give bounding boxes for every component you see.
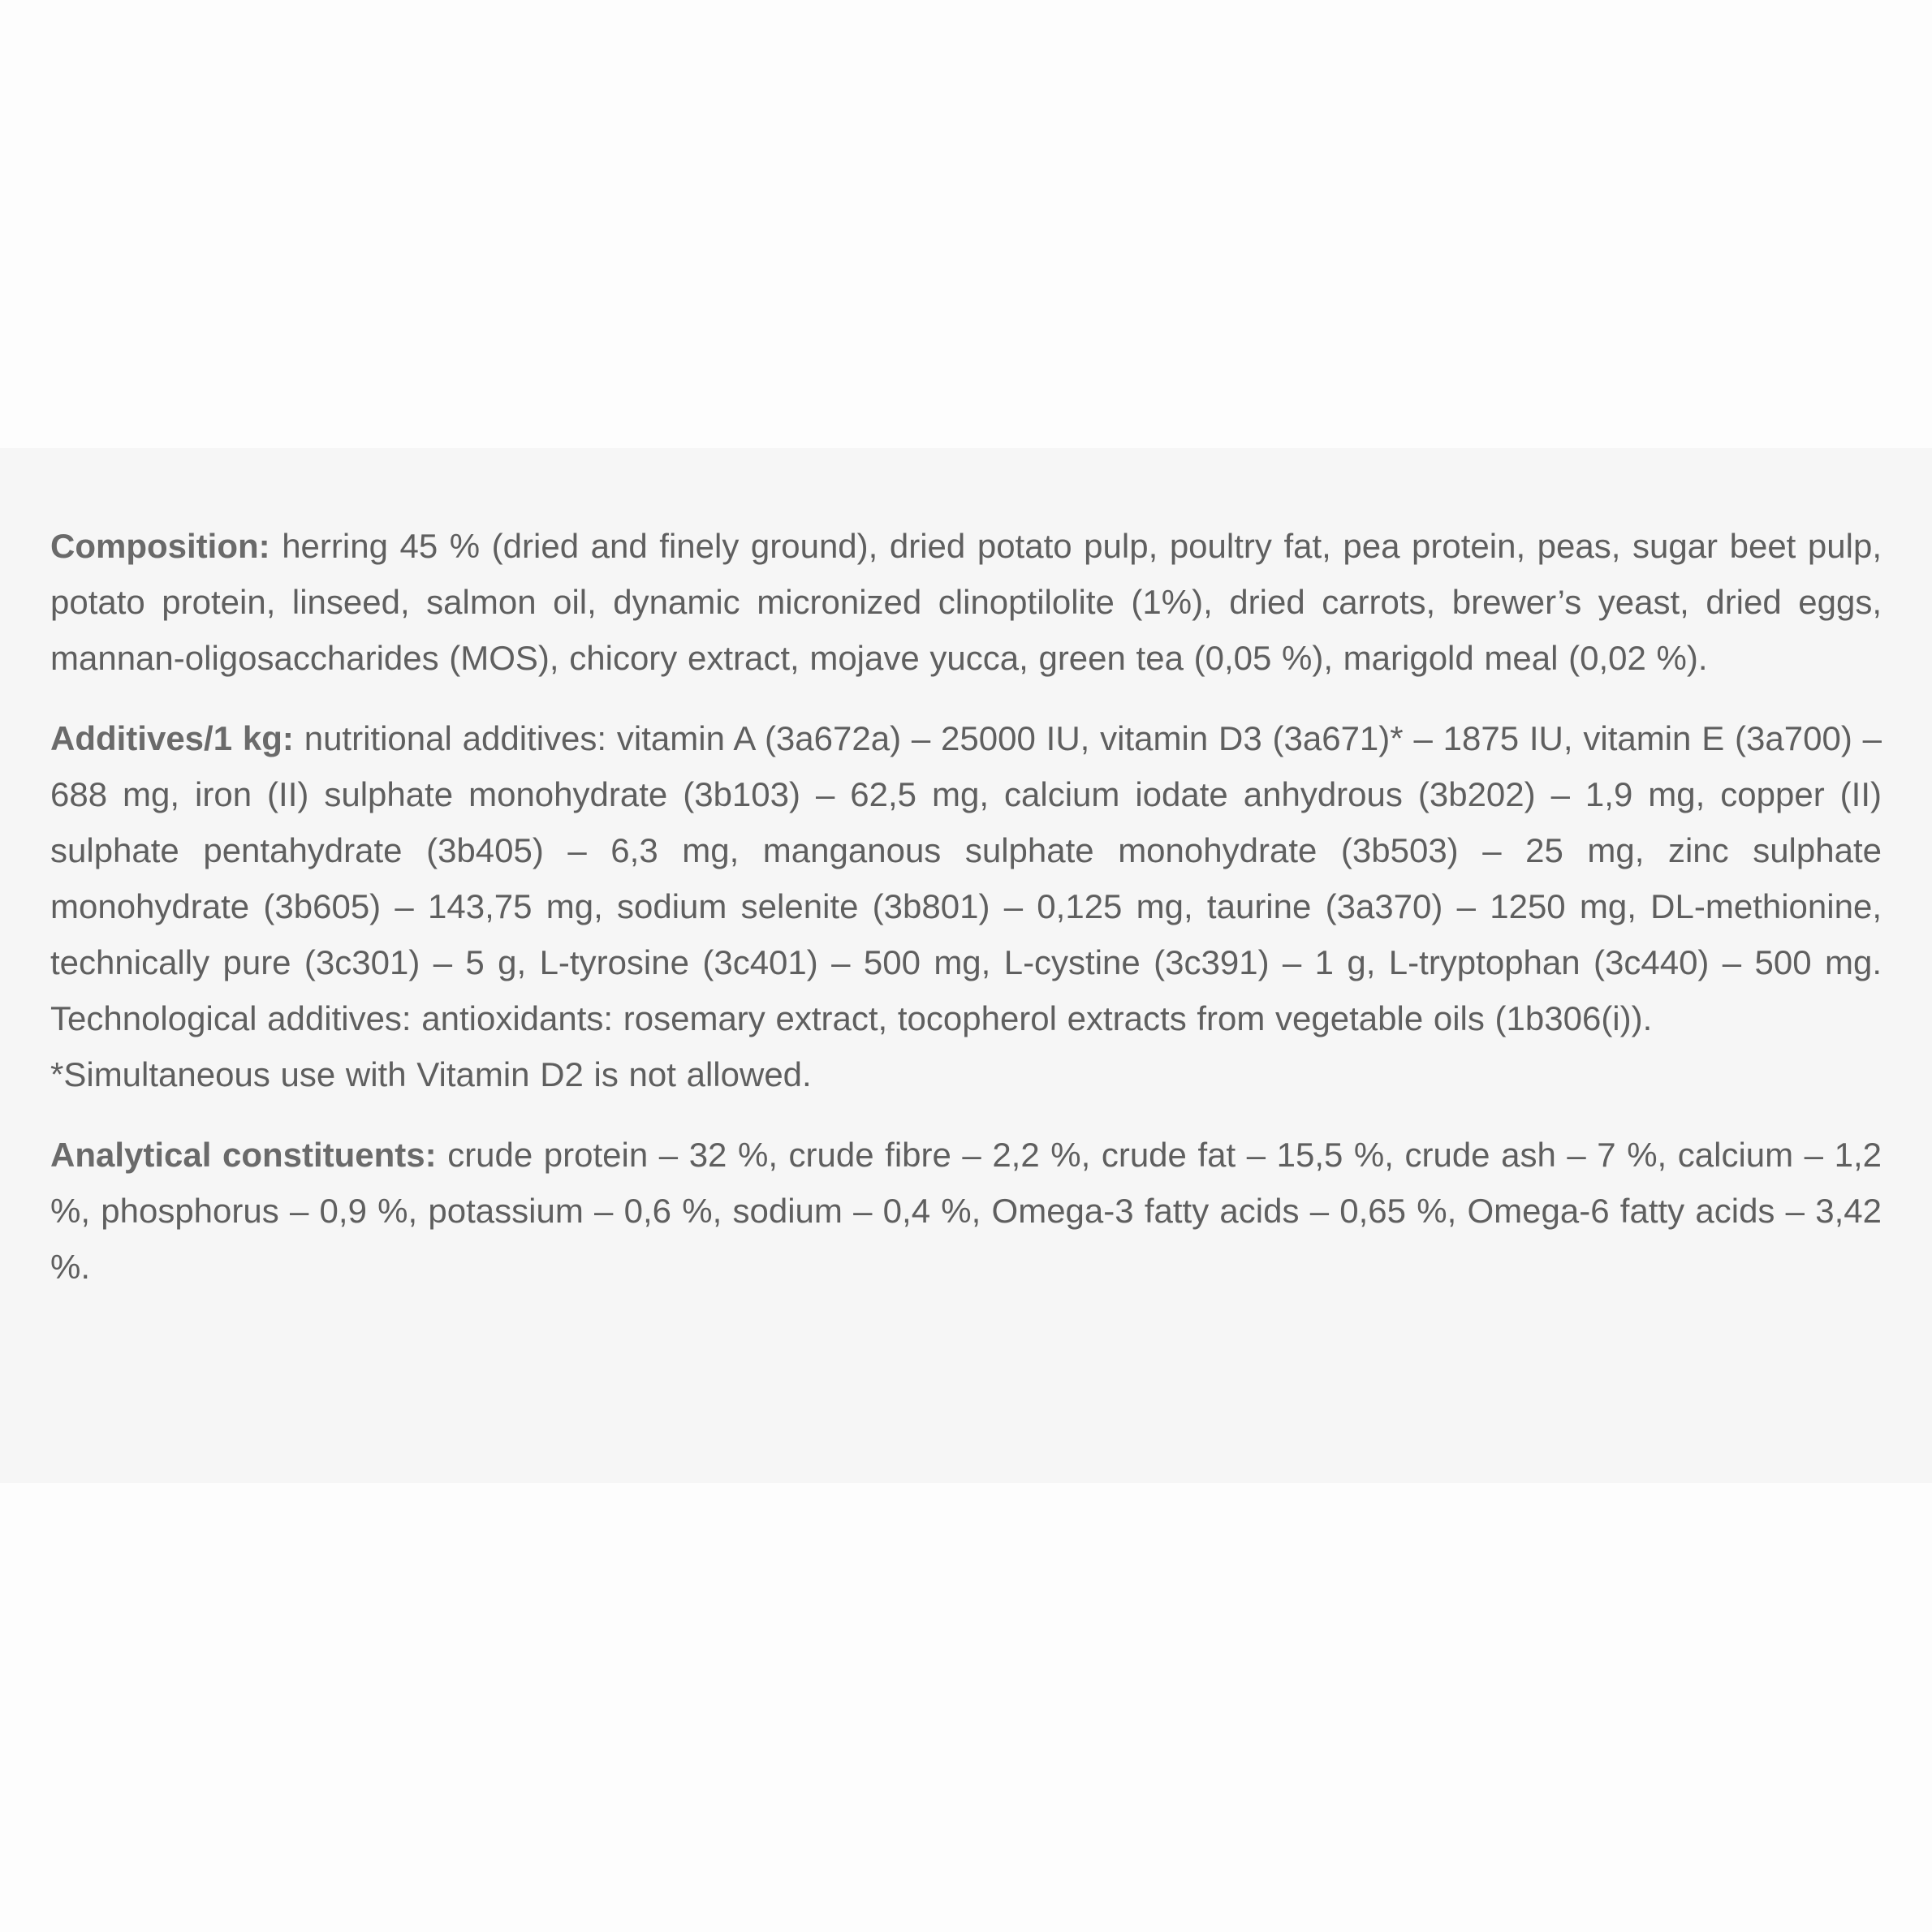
additives-paragraph (50, 710, 1882, 1102)
analytical-heading: Analytical constituents: (50, 1136, 437, 1174)
additives-footnote: *Simultaneous use with Vitamin D2 is not allowed. (50, 1055, 812, 1093)
additives-text: nutritional additives: vitamin A (3a672a) – 25000 IU, vitamin D3 (3a671)* – 1875 IU, vitamin E (3a700) – 688 mg, iron (II) sulphate monohydrate (3b103) – 62,5 mg, calcium iodate anhydrous (3b202) – 1,9 mg, copper (II) sulphate pentahydrate (3b405) – 6,3 mg, manganous sulphate monohydrate (3b503) – 25 mg, zinc sulphate monohydrate (3b605) – 143,75 mg, sodium selenite (3b801) – 0,125 mg, taurine (3a370) – 1250 mg, DL-methionine, technically pure (3c301) – 5 g, L-tyrosine (3c401) – 500 mg, L-cystine (3c391) – 1 g, L-tryptophan (3c440) – 500 mg. Technological additives: antioxidants: rosemary extract, tocopherol extracts from vegetable oils (1b306(i)). (50, 719, 1882, 1037)
composition-text: herring 45 % (dried and finely ground), dried potato pulp, poultry fat, pea protein, peas, sugar beet pulp, potato protein, linseed, salmon oil, dynamic micronized clinoptilolite (1%), dried carrots, brewer’s yeast, dried eggs, mannan-oligosaccharides (MOS), chicory extract, mojave yucca, green tea (0,05 %), marigold meal (0,02 %). (50, 527, 1882, 677)
analytical-text: crude protein – 32 %, crude fibre – 2,2 %, crude fat – 15,5 %, crude ash – 7 %, calcium – 1,2 %, phosphorus – 0,9 %, potassium – 0,6 %, sodium – 0,4 %, Omega-3 fatty acids – 0,65 %, Omega-6 fatty acids – 3,42 %. (50, 1136, 1882, 1286)
analytical-paragraph (50, 1127, 1882, 1295)
ingredients-panel (0, 448, 1932, 1483)
additives-heading: Additives/1 kg: (50, 719, 294, 757)
composition-heading: Composition: (50, 527, 270, 565)
composition-paragraph (50, 518, 1882, 686)
